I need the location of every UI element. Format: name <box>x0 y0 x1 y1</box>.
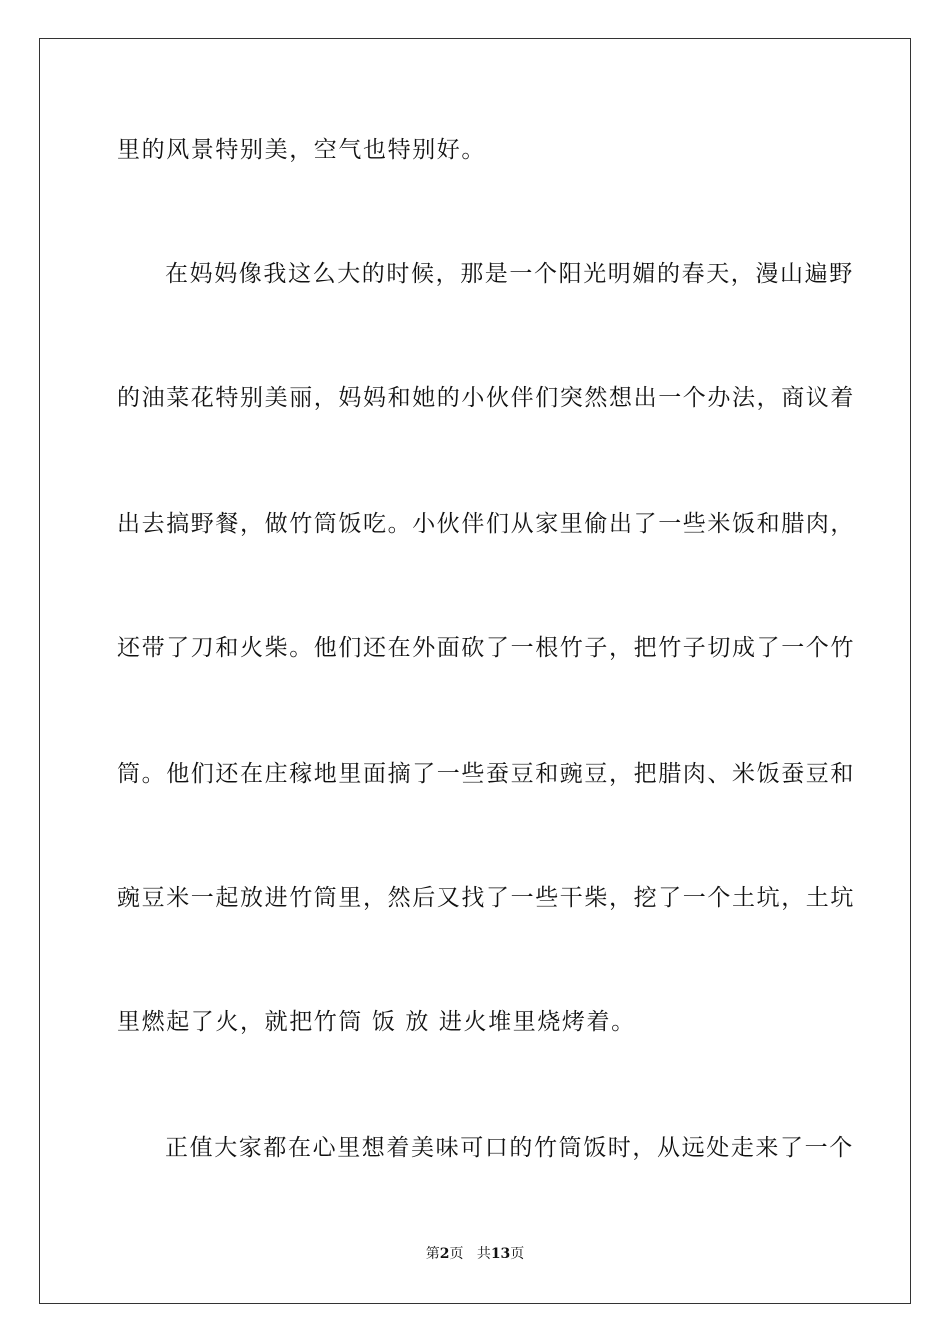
page-number: 2 <box>439 1246 450 1262</box>
total-suffix: 页 <box>510 1246 525 1262</box>
text-line-9: 正值大家都在心里想着美味可口的竹筒饭时，从远处走来了一个 <box>165 1135 854 1161</box>
page-border <box>39 38 911 1304</box>
text-line-7: 豌豆米一起放进竹筒里，然后又找了一些干柴，挖了一个土坑，土坑 <box>117 885 855 911</box>
total-pages: 13 <box>490 1246 511 1262</box>
page-prefix: 第 <box>425 1246 440 1262</box>
text-line-5: 还带了刀和火柴。他们还在外面砍了一根竹子，把竹子切成了一个竹 <box>117 635 855 661</box>
page-suffix: 页 <box>449 1246 464 1262</box>
total-prefix: 共 <box>476 1246 491 1262</box>
text-line-3: 的油菜花特别美丽，妈妈和她的小伙伴们突然想出一个办法，商议着 <box>117 385 855 411</box>
text-line-8: 里燃起了火，就把竹筒 饭 放 进火堆里烧烤着。 <box>117 1009 636 1035</box>
text-line-2: 在妈妈像我这么大的时候，那是一个阳光明媚的春天，漫山遍野 <box>165 261 854 287</box>
text-line-4: 出去搞野餐，做竹筒饭吃。小伙伴们从家里偷出了一些米饭和腊肉， <box>117 511 855 537</box>
text-line-1: 里的风景特别美，空气也特别好。 <box>117 137 486 163</box>
text-line-6: 筒。他们还在庄稼地里面摘了一些蚕豆和豌豆，把腊肉、米饭蚕豆和 <box>117 761 855 787</box>
page-footer <box>0 1245 950 1263</box>
